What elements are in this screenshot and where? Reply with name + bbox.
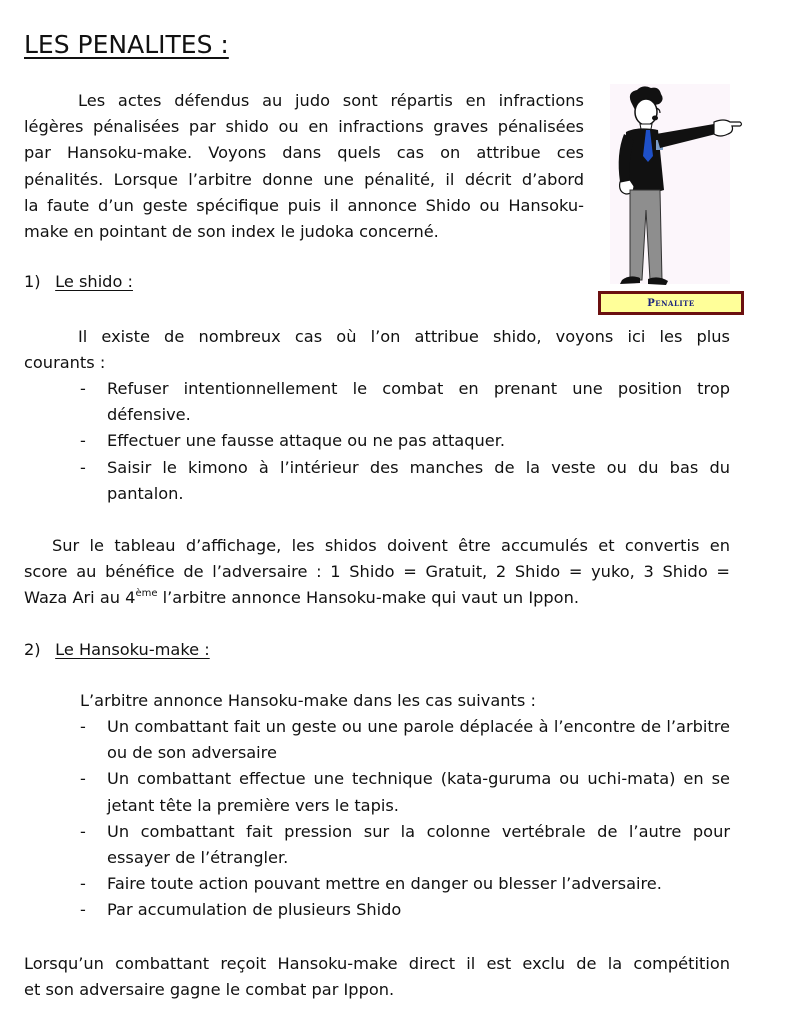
shido-intro-line: Il existe de nombreux cas où l’on attribue shido, voyons ici les plus [78, 327, 730, 346]
dash-bullet: - [80, 717, 86, 736]
list-item-text: Par accumulation de plusieurs Shido [107, 900, 402, 920]
list-item [80, 897, 730, 923]
list-item-text: Faire toute action pouvant mettre en danger ou blesser l’adversaire. [107, 874, 662, 894]
intro-line: Les actes défendus au judo sont répartis en infractions [78, 91, 584, 110]
section-number: 1) [24, 272, 41, 291]
list-item [80, 766, 730, 818]
penalite-caption: Penalite [598, 291, 744, 315]
dash-bullet: - [80, 874, 86, 894]
scoreboard-text: l’arbitre annonce Hansoku-make qui vaut un Ippon. [157, 588, 579, 608]
conclusion-paragraph [24, 951, 730, 1003]
dash-bullet: - [80, 900, 86, 920]
list-item [80, 428, 730, 454]
page-title: LES PENALITES : [24, 30, 229, 59]
shido-intro-line: courants : [24, 353, 106, 373]
dash-bullet: - [80, 769, 86, 789]
list-item-text: Un combattant fait un geste ou une parole déplacée à l’encontre de l’arbitre ou de son adversaire [107, 717, 730, 763]
list-item [80, 714, 730, 766]
scoreboard-line: Sur le tableau d’affichage, les shidos doivent être accumulés et convertis en [52, 536, 730, 555]
intro-line: make en pointant de son index le judoka concerné. [24, 222, 439, 242]
intro-line: pénalités. Lorsque l’arbitre donne une pénalité, il décrit d’abord [24, 169, 584, 189]
list-item [80, 819, 730, 871]
dash-bullet: - [80, 821, 86, 841]
hansoku-cases-list [80, 714, 730, 924]
conclusion-line: et son adversaire gagne le combat par Ippon. [24, 980, 395, 1000]
shido-intro-paragraph [24, 324, 730, 376]
dash-bullet: - [80, 457, 86, 477]
section-heading-shido [24, 272, 133, 291]
list-item [80, 455, 730, 507]
section-number: 2) [24, 640, 41, 659]
shido-cases-list [80, 376, 730, 507]
list-item-text: Un combattant fait pression sur la colonne vertébrale de l’autre pour essayer de l’étrangler. [107, 821, 730, 868]
hansoku-intro [80, 688, 536, 714]
list-item-text: Saisir le kimono à l’intérieur des manches de la veste ou du bas du pantalon. [107, 457, 730, 503]
scoreboard-paragraph [24, 533, 730, 612]
hansoku-intro-line: L’arbitre annonce Hansoku-make dans les cas suivants : [80, 691, 536, 710]
scoreboard-text: Waza Ari au 4 [24, 588, 136, 608]
list-item-text: Un combattant effectue une technique (kata-guruma ou uchi-mata) en se jetant tête la première vers le tapis. [107, 769, 730, 815]
list-item-text: Effectuer une fausse attaque ou ne pas attaquer. [107, 431, 506, 451]
list-item-text: Refuser intentionnellement le combat en prenant une position trop défensive. [107, 379, 730, 425]
section-heading-hansoku-make [24, 640, 210, 659]
ordinal-superscript: ème [135, 588, 158, 600]
conclusion-line: Lorsqu’un combattant reçoit Hansoku-make direct il est exclu de la compétition [24, 954, 730, 973]
intro-line: la faute d’un geste spécifique puis il annonce Shido ou Hansoku- [24, 195, 584, 215]
section-label: Le shido : [55, 272, 133, 291]
dash-bullet: - [80, 379, 86, 398]
pointing-referee-icon [598, 84, 744, 289]
intro-paragraph [24, 88, 584, 245]
scoreboard-line [24, 585, 730, 611]
list-item [80, 871, 730, 897]
scoreboard-line: score au bénéfice de l’adversaire : 1 Shido = Gratuit, 2 Shido = yuko, 3 Shido = [24, 562, 730, 582]
list-item [80, 376, 730, 428]
section-label: Le Hansoku-make : [55, 640, 210, 659]
referee-illustration [598, 84, 744, 316]
intro-line: légères pénalisées par shido ou en infractions graves pénalisées [24, 117, 584, 137]
intro-line: par Hansoku-make. Voyons dans quels cas on attribue ces [24, 143, 584, 163]
dash-bullet: - [80, 431, 86, 451]
